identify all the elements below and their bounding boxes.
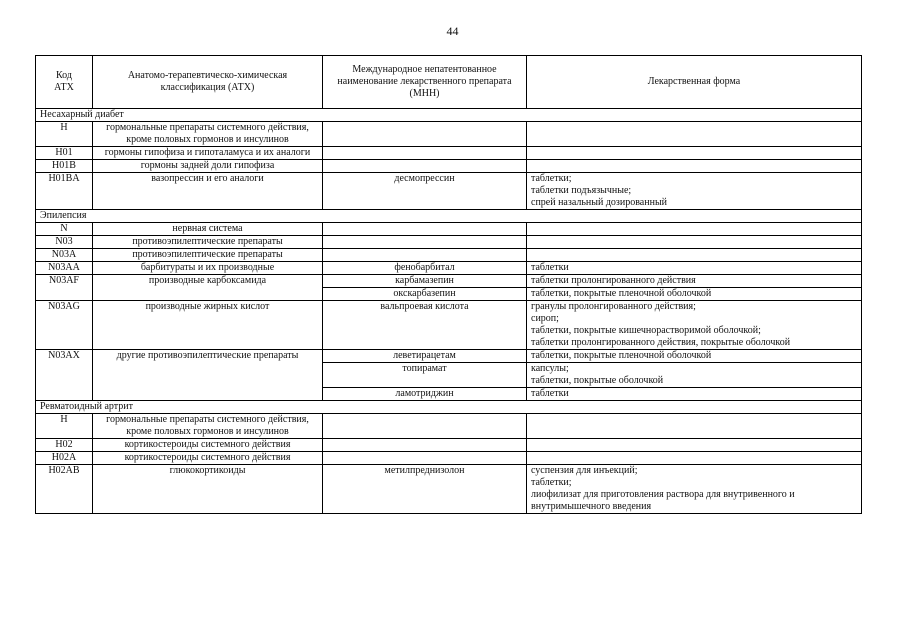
table-row	[36, 439, 862, 452]
atc-classification-cell: гормональные препараты системного действия, кроме половых гормонов и инсулинов	[93, 414, 323, 439]
header-atc-code: Код АТХ	[36, 56, 93, 109]
dosage-form-cell	[527, 439, 862, 452]
header-inn: Международное непатентованное наименование лекарственного препарата (МНН)	[323, 56, 527, 109]
atc-classification-cell: вазопрессин и его аналоги	[93, 173, 323, 210]
inn-cell: метилпреднизолон	[323, 465, 527, 514]
atc-classification-cell: противоэпилептические препараты	[93, 249, 323, 262]
header-atc-classification: Анатомо-терапевтическо-химическая классификация (АТХ)	[93, 56, 323, 109]
inn-cell: карбамазепин	[323, 275, 527, 288]
section-row	[36, 109, 862, 122]
dosage-form-cell	[527, 223, 862, 236]
header-dosage-form: Лекарственная форма	[527, 56, 862, 109]
inn-cell	[323, 236, 527, 249]
atc-code-cell: H01B	[36, 160, 93, 173]
atc-classification-cell: кортикостероиды системного действия	[93, 439, 323, 452]
table-row	[36, 350, 862, 363]
page-number: 44	[446, 24, 459, 38]
atc-code-cell: N03AX	[36, 350, 93, 401]
atc-code-cell: N03	[36, 236, 93, 249]
table-row	[36, 160, 862, 173]
dosage-form-cell: таблетки пролонгированного действия	[527, 275, 862, 288]
section-row	[36, 401, 862, 414]
section-title: Ревматоидный артрит	[36, 401, 862, 414]
atc-code-cell: H01BA	[36, 173, 93, 210]
table-row	[36, 262, 862, 275]
atc-classification-cell: гормональные препараты системного действия, кроме половых гормонов и инсулинов	[93, 122, 323, 147]
inn-cell	[323, 223, 527, 236]
dosage-form-cell: таблетки; таблетки подъязычные; спрей назальный дозированный	[527, 173, 862, 210]
dosage-form-cell	[527, 147, 862, 160]
table-row	[36, 414, 862, 439]
atc-code-cell: H02AB	[36, 465, 93, 514]
dosage-form-cell	[527, 249, 862, 262]
dosage-form-cell	[527, 452, 862, 465]
atc-code-cell: H02A	[36, 452, 93, 465]
dosage-form-cell	[527, 160, 862, 173]
inn-cell: топирамат	[323, 363, 527, 388]
atc-code-cell: H	[36, 414, 93, 439]
section-title: Несахарный диабет	[36, 109, 862, 122]
dosage-form-cell: таблетки, покрытые пленочной оболочкой	[527, 350, 862, 363]
atc-code-cell: N03AA	[36, 262, 93, 275]
atc-code-cell: N03AG	[36, 301, 93, 350]
section-title: Эпилепсия	[36, 210, 862, 223]
table-row	[36, 236, 862, 249]
table-row	[36, 122, 862, 147]
inn-cell: десмопрессин	[323, 173, 527, 210]
table-row	[36, 249, 862, 262]
table-row	[36, 223, 862, 236]
inn-cell	[323, 452, 527, 465]
table-row	[36, 173, 862, 210]
inn-cell: вальпроевая кислота	[323, 301, 527, 350]
dosage-form-cell: суспензия для инъекций; таблетки; лиофилизат для приготовления раствора для внутривенного и внутримышечного введения	[527, 465, 862, 514]
atc-code-cell: H	[36, 122, 93, 147]
atc-classification-cell: барбитураты и их производные	[93, 262, 323, 275]
inn-cell	[323, 160, 527, 173]
dosage-form-cell: таблетки	[527, 262, 862, 275]
table-header-row	[36, 56, 862, 109]
table-row	[36, 452, 862, 465]
inn-cell	[323, 147, 527, 160]
table-row	[36, 465, 862, 514]
dosage-form-cell	[527, 414, 862, 439]
dosage-form-cell: капсулы; таблетки, покрытые оболочкой	[527, 363, 862, 388]
atc-classification-cell: производные жирных кислот	[93, 301, 323, 350]
table-row	[36, 147, 862, 160]
table-row	[36, 301, 862, 350]
table-body	[36, 109, 862, 514]
atc-classification-cell: кортикостероиды системного действия	[93, 452, 323, 465]
dosage-form-cell: гранулы пролонгированного действия; сироп; таблетки, покрытые кишечнорастворимой оболочкой; таблетки пролонгированного действия, покрытые оболочкой	[527, 301, 862, 350]
atc-classification-cell: гормоны гипофиза и гипоталамуса и их аналоги	[93, 147, 323, 160]
dosage-form-cell	[527, 236, 862, 249]
inn-cell	[323, 439, 527, 452]
inn-cell	[323, 122, 527, 147]
atc-code-cell: N03AF	[36, 275, 93, 301]
dosage-form-cell	[527, 122, 862, 147]
table-row	[36, 275, 862, 288]
inn-cell: леветирацетам	[323, 350, 527, 363]
dosage-form-cell: таблетки, покрытые пленочной оболочкой	[527, 288, 862, 301]
atc-classification-cell: противоэпилептические препараты	[93, 236, 323, 249]
atc-classification-cell: глюкокортикоиды	[93, 465, 323, 514]
drug-table	[35, 55, 862, 514]
inn-cell: окскарбазепин	[323, 288, 527, 301]
atc-code-cell: H01	[36, 147, 93, 160]
atc-classification-cell: другие противоэпилептические препараты	[93, 350, 323, 401]
atc-classification-cell: гормоны задней доли гипофиза	[93, 160, 323, 173]
dosage-form-cell: таблетки	[527, 388, 862, 401]
inn-cell	[323, 249, 527, 262]
atc-code-cell: N03A	[36, 249, 93, 262]
atc-classification-cell: нервная система	[93, 223, 323, 236]
atc-classification-cell: производные карбоксамида	[93, 275, 323, 301]
inn-cell	[323, 414, 527, 439]
section-row	[36, 210, 862, 223]
inn-cell: ламотриджин	[323, 388, 527, 401]
atc-code-cell: H02	[36, 439, 93, 452]
atc-code-cell: N	[36, 223, 93, 236]
inn-cell: фенобарбитал	[323, 262, 527, 275]
